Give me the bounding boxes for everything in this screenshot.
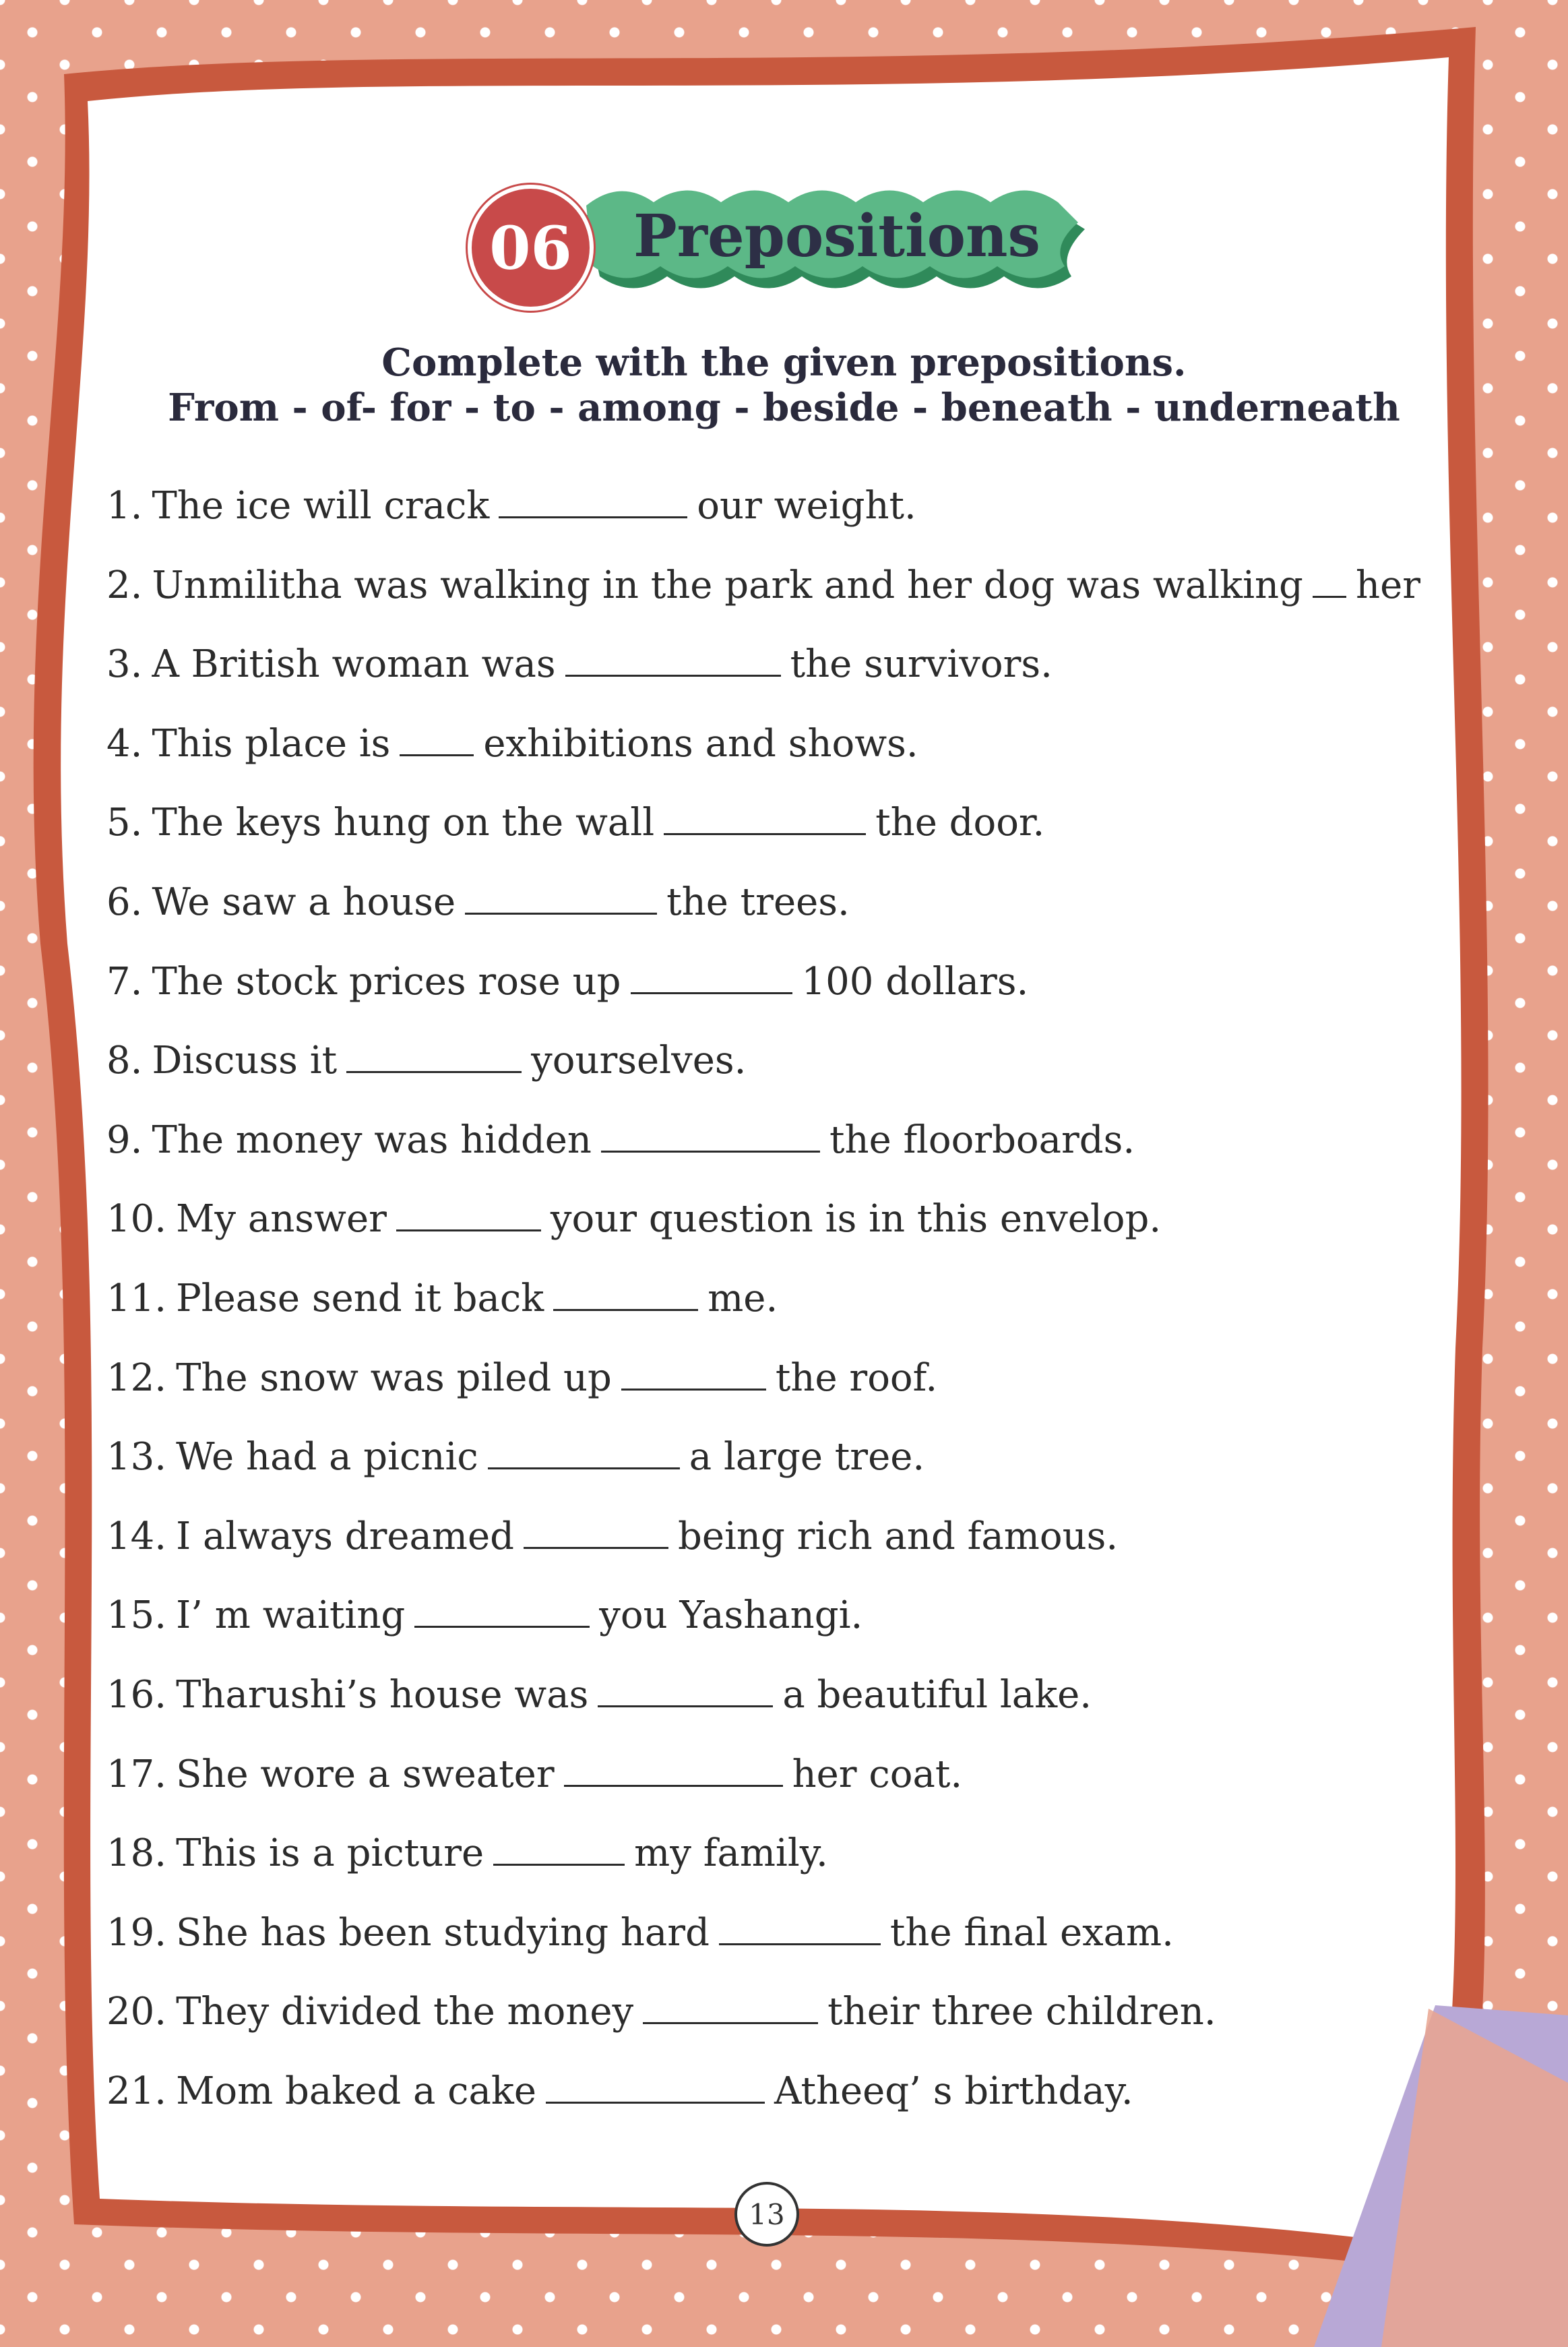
question-number: 19. [106,1910,167,1955]
question-text-before: My answer [176,1197,387,1242]
question-item [106,1277,1420,1356]
question-text-after: yourselves. [531,1039,747,1083]
answer-blank[interactable] [664,832,866,835]
question-text-after: you Yashangi. [599,1593,863,1638]
question-text-before: Discuss it [152,1039,338,1083]
answer-blank[interactable] [564,1784,783,1787]
question-item [106,1831,1420,1911]
question-text-before: Mom baked a cake [176,2069,536,2113]
question-number: 5. [106,801,143,845]
answer-blank[interactable] [598,1705,773,1707]
question-item [106,1673,1420,1752]
answer-blank[interactable] [346,1070,522,1073]
answer-blank[interactable] [546,2101,765,2104]
question-number: 6. [106,880,143,924]
answer-blank[interactable] [396,1229,541,1231]
question-text-before: This is a picture [176,1831,484,1876]
question-text-after: her coat. [792,1752,963,1796]
question-number: 15. [106,1593,167,1638]
question-text-after: Atheeq’ s birthday. [774,2069,1133,2113]
question-text-after: their three children. [827,1990,1216,2034]
preposition-word-list: From - of- for - to - among - beside - beneath - underneath [168,386,1400,430]
question-text-after: our weight. [697,484,916,528]
question-text-before: The money was hidden [152,1118,592,1162]
question-text-after: the final exam. [889,1910,1174,1955]
answer-blank[interactable] [719,1943,881,1945]
question-item [106,1911,1420,1990]
question-item [106,1990,1420,2069]
question-number: 3. [106,642,143,687]
answer-blank[interactable] [565,674,781,677]
instruction-line: Complete with the given prepositions. [381,340,1187,385]
answer-blank[interactable] [553,1308,698,1311]
question-text-after: a large tree. [689,1435,925,1480]
question-item [106,1593,1420,1673]
question-number: 14. [106,1514,167,1558]
question-item [106,1356,1420,1436]
answer-blank[interactable] [621,1388,766,1391]
question-text-after: being rich and famous. [678,1514,1119,1558]
question-number: 8. [106,1039,143,1083]
question-text-after: a beautiful lake. [782,1672,1092,1717]
lesson-title: Prepositions [633,202,1040,270]
question-number: 18. [106,1831,167,1876]
question-item [106,1039,1420,1118]
question-item [106,484,1420,563]
answer-blank[interactable] [601,1150,820,1153]
question-item [106,1435,1420,1515]
question-text-before: She wore a sweater [176,1752,555,1796]
question-text-after: your question is in this envelop. [550,1197,1162,1242]
question-text-after: the trees. [666,880,850,924]
question-text-before: Unmilitha was walking in the park and her dog was walking [152,563,1303,607]
question-number: 21. [106,2069,167,2113]
lesson-header [472,175,1098,303]
answer-blank[interactable] [400,754,474,756]
question-number: 12. [106,1355,167,1400]
answer-blank[interactable] [488,1467,680,1469]
answer-blank[interactable] [465,912,657,915]
question-text-after: 100 dollars. [801,959,1029,1004]
question-text-after: the roof. [775,1355,938,1400]
answer-blank[interactable] [631,992,792,994]
question-text-before: We had a picnic [176,1435,478,1480]
question-number: 13. [106,1435,167,1480]
question-text-after: the floorboards. [829,1118,1135,1162]
question-number: 7. [106,959,143,1004]
question-text-before: The ice will crack [152,484,490,528]
question-item [106,2069,1420,2149]
question-list [106,484,1420,2148]
answer-blank[interactable] [524,1546,668,1549]
question-number: 17. [106,1752,167,1796]
question-number: 4. [106,721,143,766]
question-number: 10. [106,1197,167,1242]
question-text-after: me. [708,1276,778,1320]
question-text-before: The keys hung on the wall [152,801,655,845]
question-text-before: I’ m waiting [176,1593,406,1638]
question-text-before: I always dreamed [176,1514,515,1558]
question-text-after: my family. [634,1831,828,1876]
answer-blank[interactable] [493,1863,625,1866]
question-number: 2. [106,563,143,607]
question-item [106,1197,1420,1277]
question-text-before: The stock prices rose up [152,959,621,1004]
answer-blank[interactable] [1313,595,1346,598]
question-number: 16. [106,1672,167,1717]
question-number: 1. [106,484,143,528]
question-number: 20. [106,1990,167,2034]
question-number: 11. [106,1276,167,1320]
question-text-after: the survivors. [790,642,1053,687]
question-text-before: Please send it back [176,1276,544,1320]
question-item [106,642,1420,722]
page-number: 13 [734,2182,799,2247]
question-item [106,1752,1420,1832]
question-number: 9. [106,1118,143,1162]
question-text-before: A British woman was [152,642,556,687]
answer-blank[interactable] [414,1625,590,1628]
question-text-before: We saw a house [152,880,456,924]
question-item [106,563,1420,643]
question-item [106,880,1420,960]
question-text-after: exhibitions and shows. [483,721,918,766]
question-text-before: The snow was piled up [176,1355,612,1400]
question-item [106,960,1420,1039]
answer-blank[interactable] [499,516,687,518]
question-item [106,1515,1420,1594]
question-text-before: They divided the money [176,1990,634,2034]
answer-blank[interactable] [643,2021,818,2024]
question-item [106,722,1420,801]
question-item [106,801,1420,880]
question-text-before: Tharushi’s house was [176,1672,589,1717]
question-item [106,1118,1420,1198]
question-text-after: her [1356,563,1420,607]
lesson-number-badge: 06 [472,189,590,307]
question-text-before: This place is [152,721,391,766]
question-text-before: She has been studying hard [176,1910,710,1955]
question-text-after: the door. [875,801,1045,845]
